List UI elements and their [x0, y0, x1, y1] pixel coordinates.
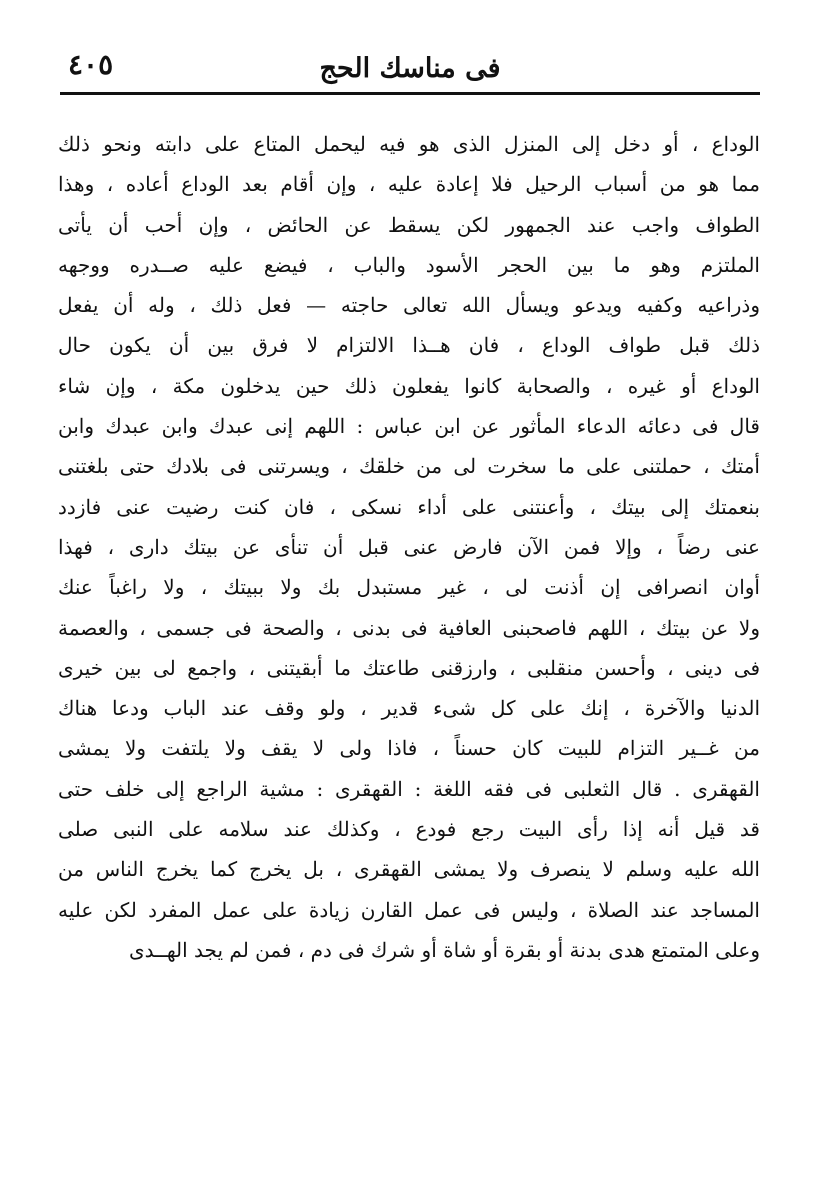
text-line: عنى رضاً ، وإلا فمن الآن فارض عنى قبل أن تنأى عن بيتك دارى ، فهذا [58, 534, 760, 559]
text-line: قال فى دعائه الدعاء المأثور عن ابن عباس : اللهم إنى عبدك وابن عبدك وابن [58, 414, 760, 439]
text-line: المساجد عند الصلاة ، وليس فى عمل القارن زيادة على عمل المفرد لكن عليه [58, 897, 760, 922]
text-line: من غــير التزام للبيت كان حسناً ، فاذا ولى لا يقف ولا يلتفت ولا يمشى [58, 736, 760, 761]
running-head [60, 40, 760, 90]
text-line: الملتزم وهو ما بين الحجر الأسود والباب ، فيضع عليه صــدره ووجهه [58, 252, 760, 277]
text-line: بنعمتك إلى بيتك ، وأعنتنى على أداء نسكى ، فان كنت رضيت عنى فازدد [58, 494, 760, 519]
text-line: الله عليه وسلم لا ينصرف ولا يمشى القهقرى ، بل يخرج كما يخرج الناس من [58, 857, 760, 882]
text-line: الطواف واجب عند الجمهور لكن يسقط عن الحائض ، وإن أحب أن يأتى [58, 212, 760, 237]
text-line: الوداع ، أو دخل إلى المنزل الذى هو فيه ليحمل المتاع على دابته ونحو ذلك [58, 132, 760, 156]
text-line: ولا عن بيتك ، اللهم فاصحبنى العافية فى بدنى ، والصحة فى جسمى ، والعصمة [58, 615, 760, 640]
text-line: وعلى المتمتع هدى بدنة أو بقرة أو شاة أو شرك فى دم ، فمن لم يجد الهــدى [128, 937, 760, 962]
text-line: قد قيل أنه إذا رأى البيت رجع فودع ، وكذلك عند سلامه على النبى صلى [58, 817, 760, 842]
text-line: أمتك ، حملتنى على ما سخرت لى من خلقك ، ويسرتنى فى بلادك حتى بلغتنى [58, 454, 760, 479]
text-line: أوان انصرافى إن أذنت لى ، غير مستبدل بك ولا ببيتك ، ولا راغباً عنك [58, 575, 760, 600]
text-line: ذلك قبل طواف الوداع ، فان هــذا الالتزام لا فرق بين أن يكون حال [58, 333, 760, 358]
page-number: ٤٠٥ [68, 48, 114, 81]
text-line: وذراعيه وكفيه ويدعو ويسأل الله تعالى حاجته — فعل ذلك ، وله أن يفعل [58, 293, 760, 318]
text-line: القهقرى . قال الثعلبى فى فقه اللغة : القهقرى : مشية الراجع إلى خلف حتى [58, 776, 760, 801]
text-line: مما هو من أسباب الرحيل فلا إعادة عليه ، وإن أقام بعد الوداع أعاده ، وهذا [58, 172, 760, 197]
body-text [58, 124, 760, 970]
text-line: فى دينى ، وأحسن منقلبى ، وارزقنى طاعتك ما أبقيتنى ، واجمع لى بين خيرى [58, 655, 760, 680]
text-line: الوداع أو غيره ، والصحابة كانوا يفعلون ذلك حين يدخلون مكة ، وإن شاء [58, 373, 760, 398]
text-line: الدنيا والآخرة ، إنك على كل شىء قدير ، ولو وقف عند الباب ودعا هناك [58, 696, 760, 721]
header-rule [60, 92, 760, 95]
running-title: فى مناسك الحج [319, 53, 501, 84]
